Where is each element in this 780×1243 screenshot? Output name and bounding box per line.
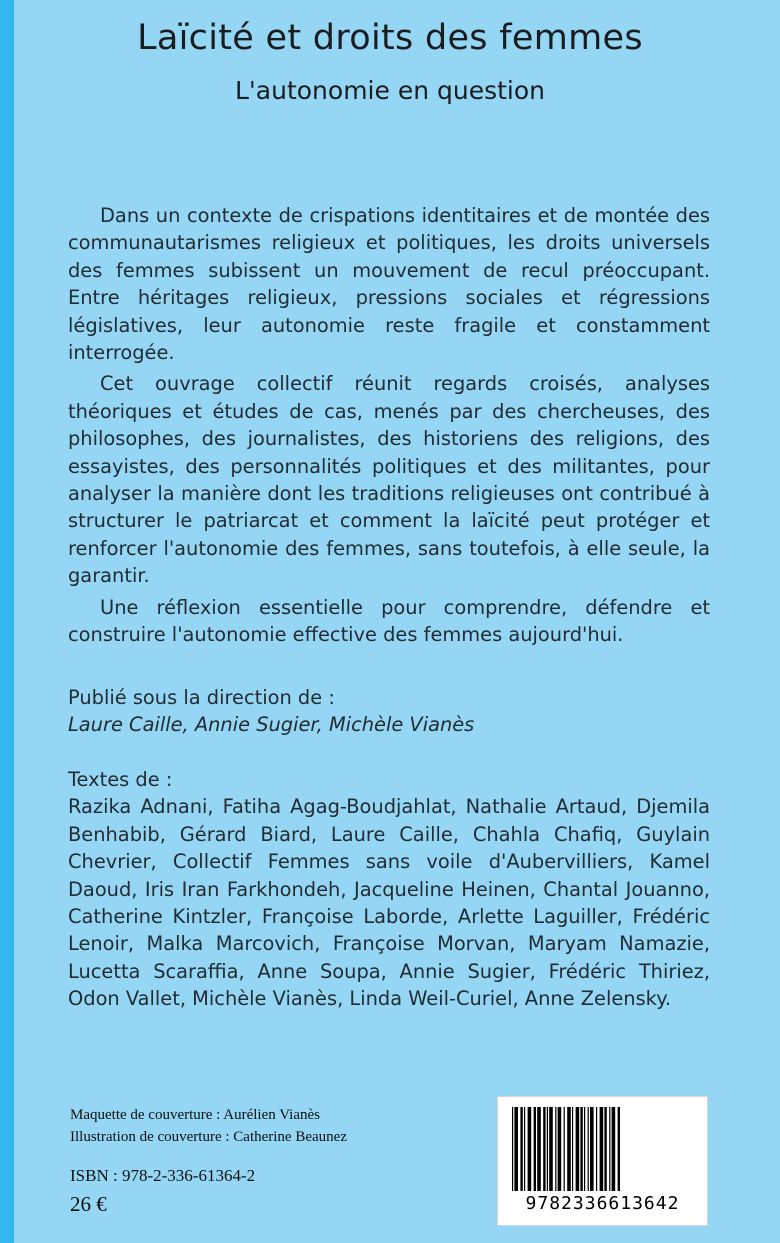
barcode-bar xyxy=(537,1107,541,1191)
barcode-bar xyxy=(604,1107,606,1191)
barcode-bar xyxy=(547,1107,548,1191)
barcode xyxy=(497,1096,708,1226)
editors-section xyxy=(68,684,710,739)
contributors-label: Textes de : xyxy=(68,768,173,791)
editors-names: Laure Caille, Annie Sugier, Michèle Vianès xyxy=(68,713,475,737)
contributors-section xyxy=(68,766,710,1013)
blurb-paragraph: Cet ouvrage collectif réunit regards croisés, analyses théoriques et études de cas, menés par des chercheuses, des philosophes, des journalistes, des historiens des religions, des essayistes, des personnalités politiques et des militantes, pour analyser la manière dont les traditions religieuses ont contribué à structurer le patriarcat et comment la laïcité peut protéger et renforcer l'autonomie des femmes, sans toutefois, à elle seule, la garantir. xyxy=(68,372,710,588)
barcode-bar xyxy=(609,1107,610,1191)
barcode-bar xyxy=(596,1107,597,1191)
barcode-bar xyxy=(612,1107,616,1191)
illustration-credit: Illustration de couverture : Catherine Beaunez xyxy=(70,1129,347,1145)
barcode-bar xyxy=(588,1107,589,1191)
barcode-bar xyxy=(600,1107,604,1191)
barcode-bar xyxy=(567,1107,571,1191)
price: 26 € xyxy=(70,1192,107,1216)
barcode-bar xyxy=(564,1107,565,1191)
book-subtitle: L'autonomie en question xyxy=(234,76,545,105)
barcode-bar xyxy=(514,1107,518,1191)
barcode-bar xyxy=(576,1107,580,1191)
barcode-bar xyxy=(584,1107,585,1191)
barcode-bar xyxy=(558,1107,562,1191)
barcode-bar xyxy=(549,1107,553,1191)
book-title: Laïcité et droits des femmes xyxy=(137,18,643,58)
barcode-bar xyxy=(528,1107,532,1191)
contributors-list: Razika Adnani, Fatiha Agag-Boudjahlat, Nathalie Artaud, Djemila Benhabib, Gérard Biard, Laure Caille, Chahla Chafiq, Guylain Chevrier, Collectif Femmes sans voile d'Aubervilliers, Kamel Daoud, Iris Iran Farkhondeh, Jacqueline Heinen, Chantal Jouanno, Catherine Kintzler, Françoise Laborde, Arlette Laguiller, Frédéric Lenoir, Malka Marcovich, Françoise Morvan, Maryam Namazie, Lucetta Scaraffia, Anne Soupa, Annie Sugier, Frédéric Thiriez, Odon Vallet, Michèle Vianès, Linda Weil-Curiel, Anne Zelensky. xyxy=(68,795,710,1011)
barcode-bar xyxy=(580,1107,582,1191)
barcode-bar xyxy=(512,1107,513,1191)
barcode-digits: 9782336613642 xyxy=(525,1193,680,1214)
blurb-paragraph: Une réflexion essentielle pour comprendre, défendre et construire l'autonomie effective des femmes aujourd'hui. xyxy=(68,595,710,647)
barcode-bar xyxy=(543,1107,545,1191)
cover-credits xyxy=(70,1104,470,1148)
barcode-bar xyxy=(524,1107,525,1191)
barcode-bar xyxy=(555,1107,556,1191)
barcode-bar xyxy=(572,1107,573,1191)
blurb-paragraph: Dans un contexte de crispations identitaires et de montée des communautarismes religieux et politiques, les droits universels des femmes subissent un mouvement de recul préoccupant. Entre héritages religieux, pressions sociales et régressions législatives, leur autonomie reste fragile et constamment interrogée. xyxy=(68,204,710,365)
editors-label: Publié sous la direction de : xyxy=(68,686,335,709)
spine-edge xyxy=(0,0,14,1243)
barcode-bar xyxy=(590,1107,594,1191)
barcode-bar xyxy=(618,1107,620,1191)
isbn: ISBN : 978-2-336-61364-2 xyxy=(70,1166,256,1185)
barcode-bar xyxy=(520,1107,522,1191)
blurb xyxy=(68,202,710,653)
barcode-bars xyxy=(508,1107,697,1193)
barcode-bar xyxy=(534,1107,536,1191)
layout-credit: Maquette de couverture : Aurélien Vianès xyxy=(70,1107,320,1123)
